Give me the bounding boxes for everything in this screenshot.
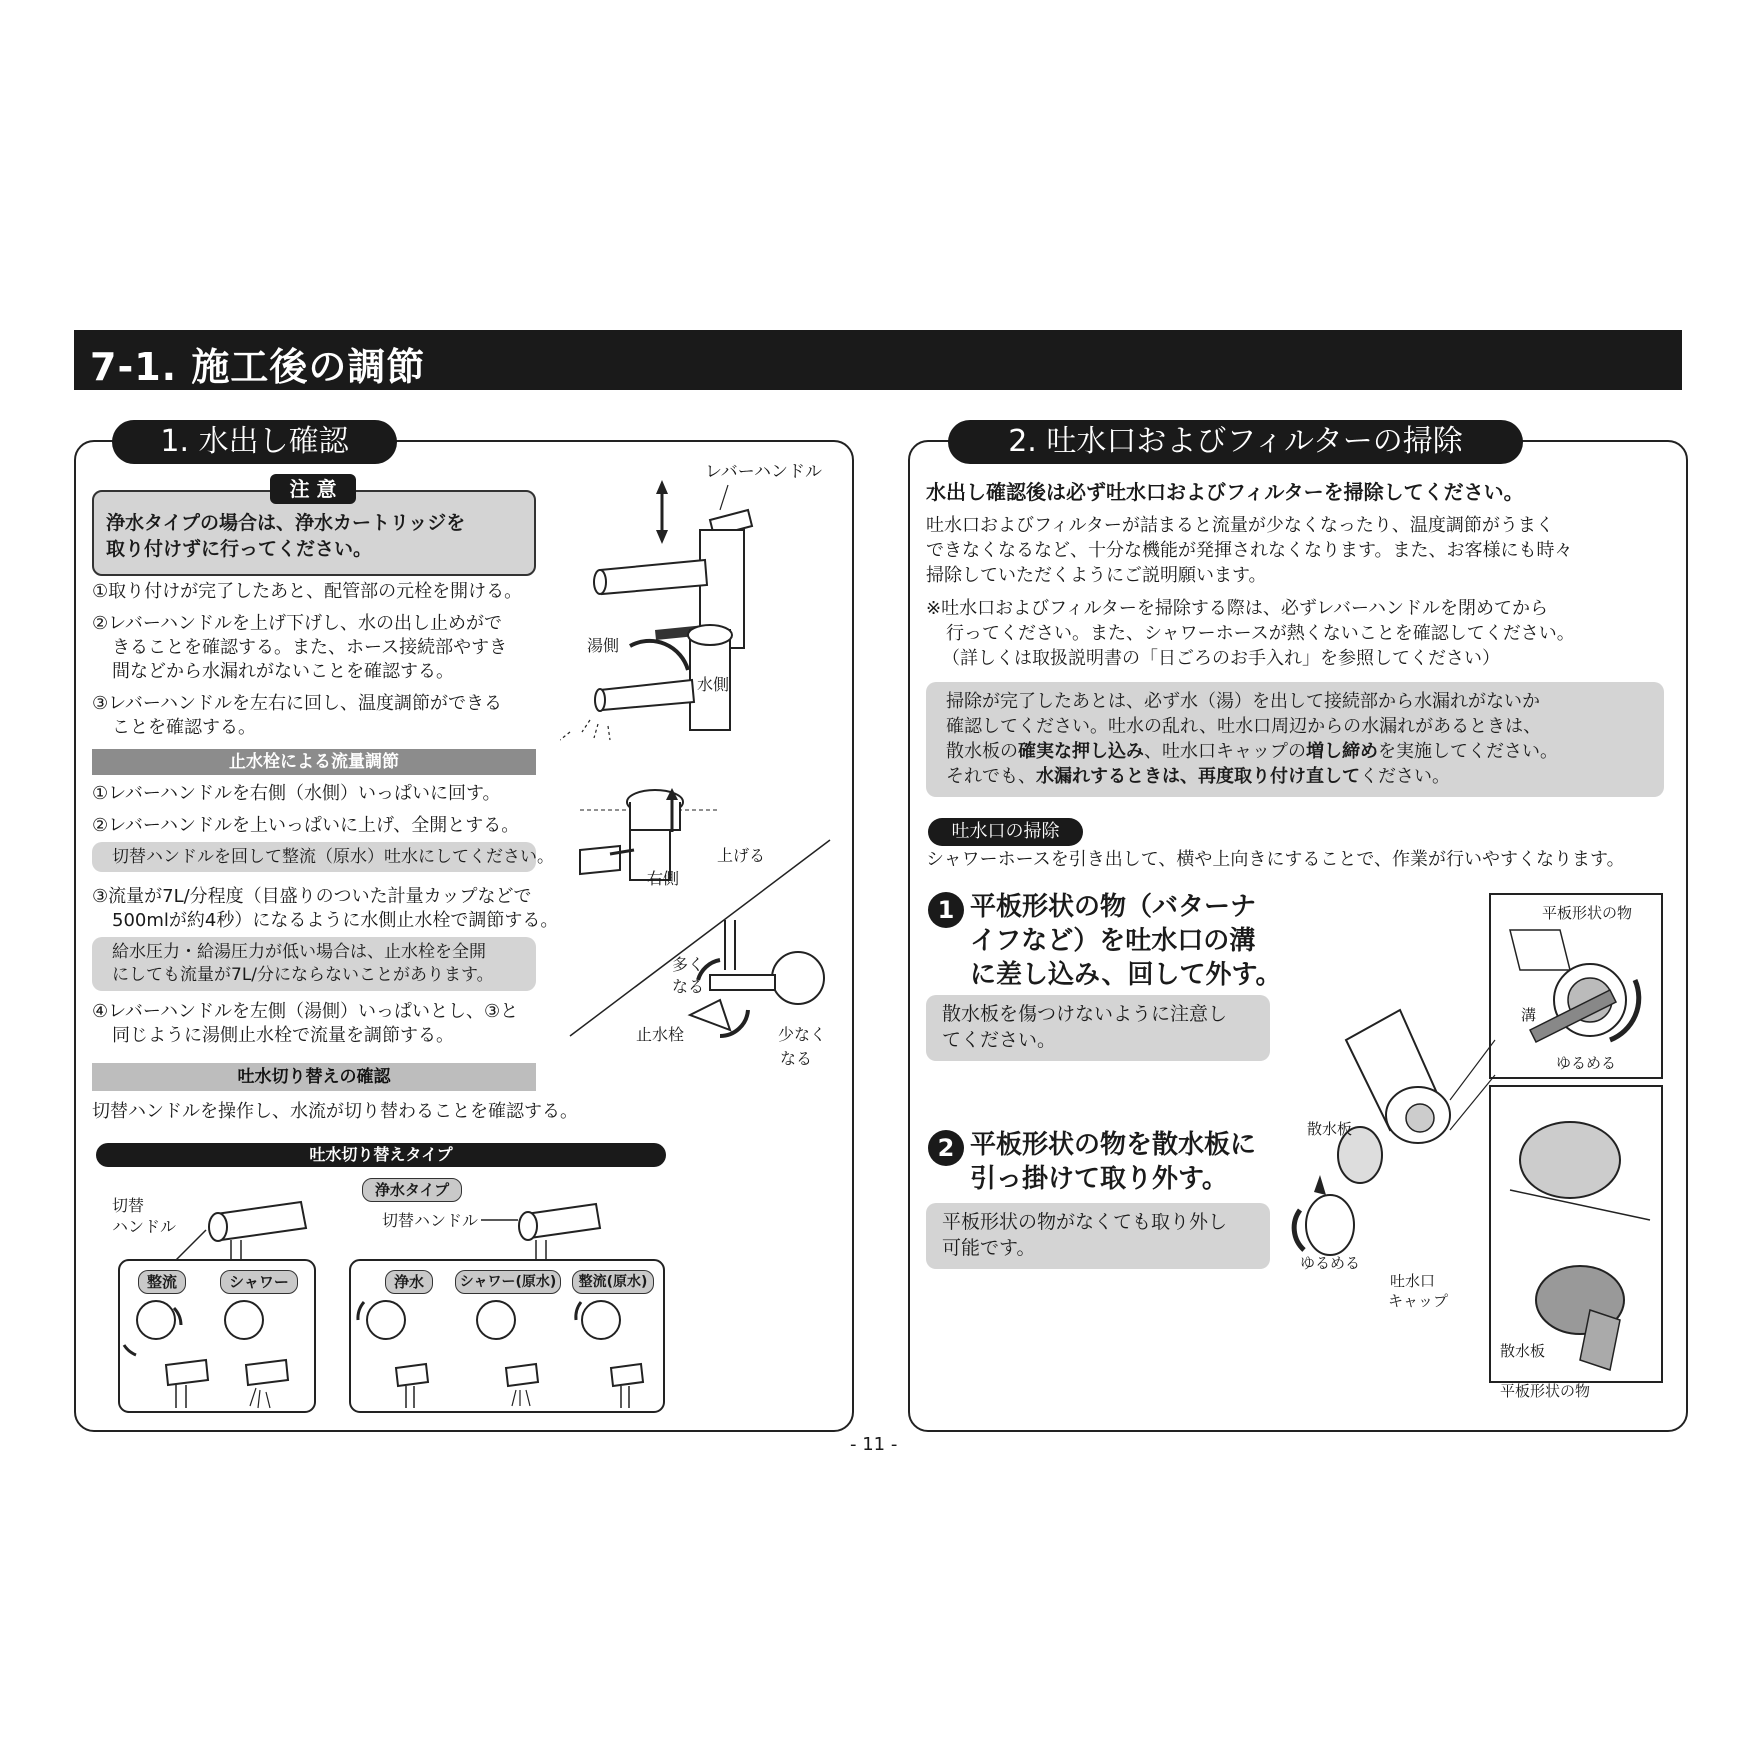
mode-tag-seiryu-raw: 整流(原水) — [572, 1270, 654, 1294]
warning-line-3d: 増し締め — [1306, 741, 1378, 762]
step-2-number: 2 — [928, 1130, 964, 1166]
warning-line-4b: 水漏れするときは、再度取り付け直して — [1036, 766, 1360, 787]
switch-type-illustration — [96, 1170, 676, 1420]
spout-cleaning-text: シャワーホースを引き出して、横や上向きにすることで、作業が行いやすくなります。 — [926, 849, 1625, 870]
warning-line-1: 掃除が完了したあとは、必ず水（湯）を出して接続部から水漏れがないか — [946, 691, 1540, 712]
fig-flat-object-1: 平板形状の物 — [1542, 904, 1633, 922]
fig-cap-1: 吐水口 — [1390, 1272, 1436, 1290]
fig-more-label-1: 多く — [672, 955, 705, 974]
flow-note-2-line2: にしても流量が7L/分にならないことがあります。 — [112, 965, 494, 985]
flow-step-3-line1: ③流量が7L/分程度（目盛りのついた計量カップなどで — [92, 886, 532, 907]
switch-handle-label-1: 切替 — [112, 1196, 145, 1215]
switch-text: 切替ハンドルを操作し、水流が切り替わることを確認する。 — [92, 1101, 578, 1122]
right-para-2: できなくなるなど、十分な機能が発揮されなくなります。また、お客様にも時々 — [926, 540, 1573, 561]
left-section-title: 1. 水出し確認 — [112, 420, 397, 464]
spout-cleaning-tag: 吐水口の掃除 — [928, 818, 1083, 846]
right-note-2: 行ってください。また、シャワーホースが熱くないことを確認してください。 — [946, 623, 1575, 644]
caution-line2: 取り付けずに行ってください。 — [106, 538, 373, 560]
flow-note-2-line1: 給水圧力・給湯圧力が低い場合は、止水栓を全開 — [112, 942, 486, 962]
mode-tag-jousui: 浄水 — [385, 1270, 433, 1294]
warning-line-3b: 確実な押し込み — [1018, 741, 1144, 762]
fig-cap-2: キャップ — [1388, 1292, 1449, 1310]
flow-step-4-line2: 同じように湯側止水栓で流量を調節する。 — [112, 1025, 454, 1046]
warning-line-3e: を実施してください。 — [1378, 741, 1558, 762]
fig-cold-label: 水側 — [697, 675, 730, 694]
caution-line1: 浄水タイプの場合は、浄水カートリッジを — [106, 512, 466, 534]
fig-flat-object-2: 平板形状の物 — [1500, 1382, 1591, 1400]
warning-line-4a: それでも、 — [946, 766, 1036, 787]
fig-hot-label: 湯側 — [587, 636, 620, 655]
step-3-line1: ③レバーハンドルを左右に回し、温度調節ができる — [92, 693, 502, 714]
step-1-note-1: 散水板を傷つけないように注意し — [942, 1003, 1228, 1025]
right-para-3: 掃除していただくようにご説明願います。 — [926, 565, 1267, 586]
spout-cleaning-illustration — [1290, 890, 1670, 1420]
page-number: - 11 - — [850, 1434, 898, 1455]
fig-groove: 溝 — [1521, 1006, 1537, 1024]
fig-loosen-2: ゆるめる — [1300, 1254, 1361, 1272]
right-note-3: （詳しくは取扱説明書の「日ごろのお手入れ」を参照してください） — [942, 648, 1500, 669]
fig-stopcock-label: 止水栓 — [636, 1025, 685, 1044]
flow-step-3-line2: 500mlが約4秒）になるように水側止水栓で調節する。 — [112, 910, 559, 931]
caution-tag: 注 意 — [270, 474, 356, 504]
title-bar — [74, 330, 1682, 390]
step-3-line2: ことを確認する。 — [112, 717, 256, 738]
fig-up-label: 上げる — [717, 846, 766, 865]
warning-line-4 — [946, 765, 1450, 789]
pure-switch-label: 切替ハンドル — [382, 1211, 479, 1230]
fig-loosen-1: ゆるめる — [1556, 1054, 1617, 1072]
step-1-line-2: イフなど）を吐水口の溝 — [970, 926, 1256, 956]
fig-lever-label: レバーハンドル — [705, 462, 822, 482]
step-2-line-2: 引っ掛けて取り外す。 — [970, 1164, 1228, 1194]
mode-tag-shower-raw: シャワー(原水) — [455, 1270, 561, 1294]
step-1-line-1: 平板形状の物（バターナ — [970, 892, 1257, 922]
flow-step-2: ②レバーハンドルを上いっぱいに上げ、全開とする。 — [92, 815, 520, 836]
step-1-note-2: てください。 — [942, 1029, 1057, 1051]
mode-tag-seiryu: 整流 — [138, 1270, 186, 1294]
step-1-number: 1 — [928, 892, 964, 928]
step-2-line1: ②レバーハンドルを上げ下げし、水の出し止めがで — [92, 613, 502, 634]
step-2-line-1: 平板形状の物を散水板に — [970, 1130, 1257, 1160]
flow-step-1: ①レバーハンドルを右側（水側）いっぱいに回す。 — [92, 783, 501, 804]
fig-more-label-2: なる — [672, 977, 705, 996]
switch-handle-label-2: ハンドル — [112, 1217, 177, 1236]
step-2-note-2: 可能です。 — [942, 1237, 1036, 1259]
flow-step-4-line1: ④レバーハンドルを左側（湯側）いっぱいとし、③と — [92, 1001, 519, 1022]
switch-section-title: 吐水切り替えの確認 — [92, 1063, 536, 1091]
fig-less-label-2: なる — [780, 1049, 813, 1068]
warning-line-4c: ください。 — [1360, 766, 1450, 787]
warning-line-3a: 散水板の — [946, 741, 1018, 762]
fig-plate-1: 散水板 — [1307, 1120, 1353, 1138]
warning-line-2: 確認してください。吐水の乱れ、吐水口周辺からの水漏れがあるときは、 — [946, 716, 1542, 737]
step-2-note-1: 平板形状の物がなくても取り外し — [942, 1211, 1228, 1233]
page-title: 7-1. 施工後の調節 — [90, 345, 426, 389]
step-1-line-3: に差し込み、回して外す。 — [970, 960, 1282, 990]
fig-plate-2: 散水板 — [1500, 1342, 1546, 1360]
pure-type-tag: 浄水タイプ — [362, 1178, 462, 1202]
step-2-line2: きることを確認する。また、ホース接続部やすき — [112, 637, 508, 658]
warning-line-3 — [946, 740, 1558, 764]
right-note-1: ※吐水口およびフィルターを掃除する際は、必ずレバーハンドルを閉めてから — [926, 598, 1549, 619]
right-para-1: 吐水口およびフィルターが詰まると流量が少なくなったり、温度調節がうまく — [926, 515, 1554, 536]
warning-line-3c: 、吐水口キャップの — [1144, 741, 1306, 762]
step-1: ①取り付けが完了したあと、配管部の元栓を開ける。 — [92, 581, 523, 602]
flow-note-1: 切替ハンドルを回して整流（原水）吐水にしてください。 — [112, 847, 554, 867]
right-lead: 水出し確認後は必ず吐水口およびフィルターを掃除してください。 — [926, 480, 1524, 504]
mode-tag-shower: シャワー — [220, 1270, 298, 1294]
flow-section-title: 止水栓による流量調節 — [92, 749, 536, 775]
fig-right-label: 右側 — [647, 869, 680, 888]
switch-type-title: 吐水切り替えタイプ — [96, 1143, 666, 1167]
step-2-line3: 間などから水漏れがないことを確認する。 — [112, 661, 454, 682]
right-section-title: 2. 吐水口およびフィルターの掃除 — [948, 420, 1523, 464]
fig-less-label-1: 少なく — [778, 1025, 827, 1044]
